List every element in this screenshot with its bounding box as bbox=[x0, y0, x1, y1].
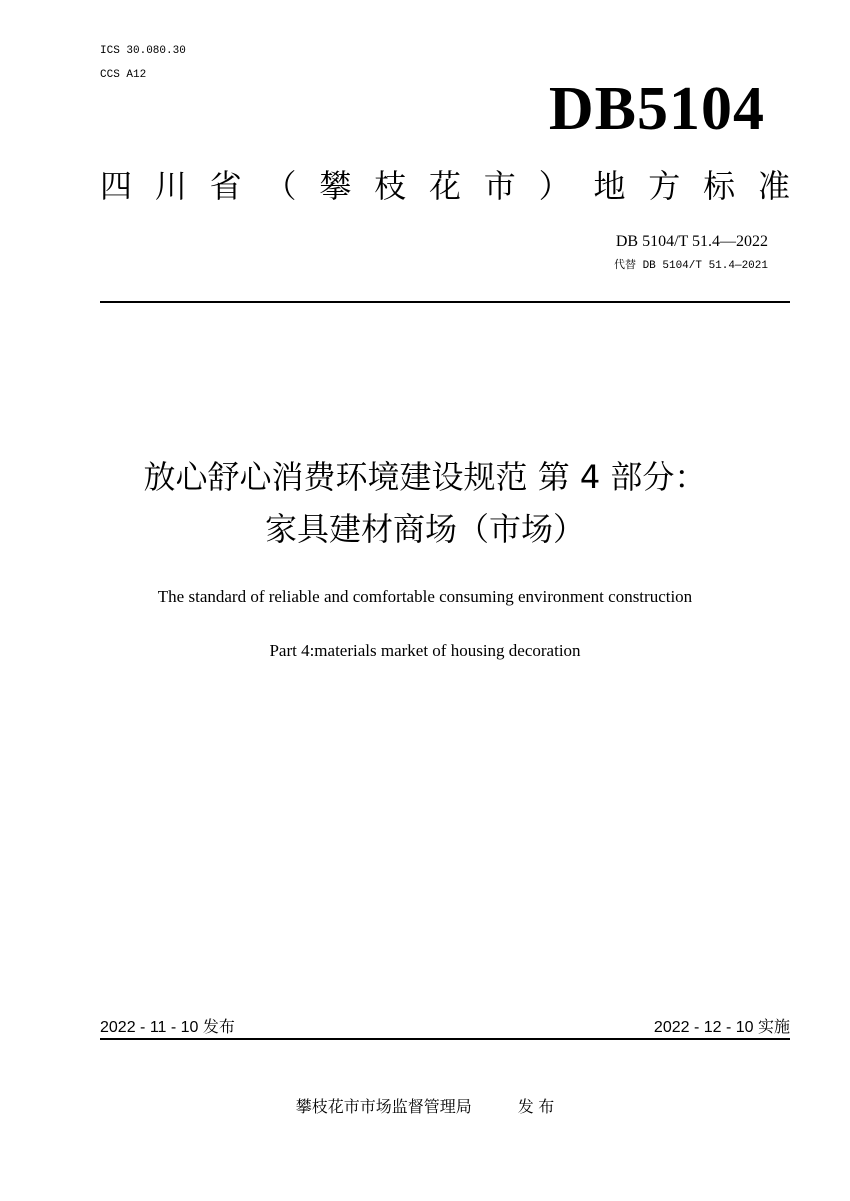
title-chinese-line-1: 放心舒心消费环境建设规范 第 4 部分： bbox=[143, 458, 707, 496]
standard-number: DB 5104/T 51.4—2022 bbox=[615, 233, 768, 250]
title-english-line-2: Part 4:materials market of housing decoration bbox=[269, 641, 581, 660]
standard-type-char: 川 bbox=[154, 167, 187, 205]
standard-type-char: 地 bbox=[593, 167, 626, 205]
issuer-action: 发 布 bbox=[517, 1099, 555, 1116]
implementation-date: 2022 - 12 - 10 实施 bbox=[653, 1019, 790, 1036]
standard-type-char: 枝 bbox=[374, 167, 407, 205]
standard-type-char: 方 bbox=[648, 167, 681, 205]
issue-date: 2022 - 11 - 10 发布 bbox=[100, 1019, 235, 1036]
ics-code: ICS 30.080.30 bbox=[100, 45, 186, 57]
standard-type-char: 市 bbox=[483, 167, 516, 205]
replaces-standard: 代替 DB 5104/T 51.4—2021 bbox=[613, 260, 768, 272]
issuer-line bbox=[0, 1097, 850, 1119]
issuer-name: 攀枝花市市场监督管理局 bbox=[295, 1099, 472, 1116]
standard-type-char: 四 bbox=[100, 167, 133, 205]
header-divider bbox=[100, 301, 790, 303]
standard-type-char: （ bbox=[264, 167, 297, 205]
ccs-code: CCS A12 bbox=[100, 69, 147, 81]
standard-type-char: ） bbox=[538, 167, 571, 205]
footer-divider bbox=[100, 1038, 790, 1040]
standard-logo: DB5104 bbox=[548, 75, 765, 143]
standard-type-heading bbox=[100, 166, 790, 206]
title-chinese-line-2: 家具建材商场（市场） bbox=[264, 510, 585, 548]
standard-type-char: 攀 bbox=[319, 167, 352, 205]
title-english-line-1: The standard of reliable and comfortable consuming environment construction bbox=[157, 587, 693, 606]
standard-type-char: 准 bbox=[757, 167, 790, 205]
standard-type-char: 省 bbox=[209, 167, 242, 205]
standard-type-char: 花 bbox=[428, 167, 461, 205]
standard-type-char: 标 bbox=[703, 167, 736, 205]
